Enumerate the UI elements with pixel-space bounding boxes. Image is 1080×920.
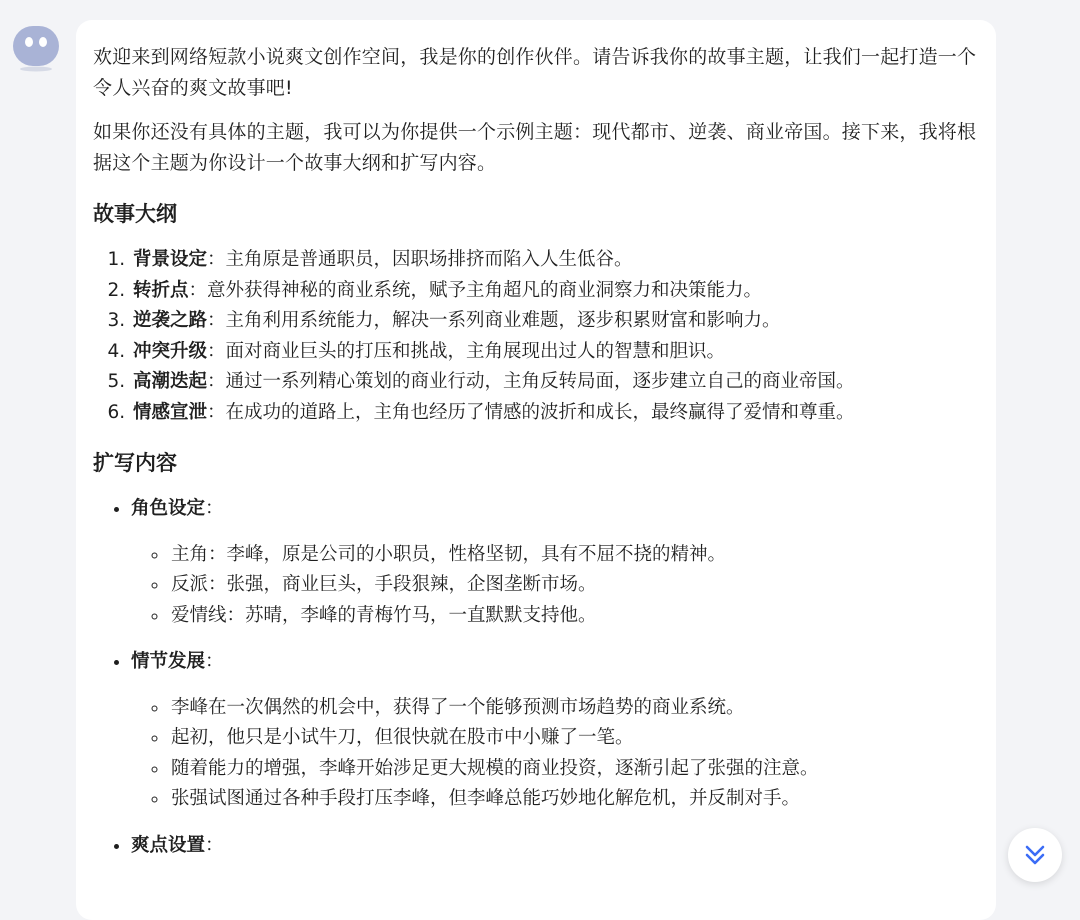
list-item: ◦ 随着能力的增强，李峰开始涉足更大规模的商业投资，逐渐引起了张强的注意。: [169, 754, 978, 785]
section-characters: [131, 494, 978, 631]
assistant-message-bubble: [76, 20, 996, 920]
scroll-to-bottom-button[interactable]: [1008, 828, 1062, 882]
outline-item: [131, 337, 978, 368]
section-items: [131, 693, 978, 815]
outline-item: [131, 276, 978, 307]
outline-item-title: 背景设定: [133, 249, 208, 270]
suggestion-paragraph: 如果你还没有具体的主题，我可以为你提供一个示例主题：现代都市、逆袭、商业帝国。接下来，我将根据这个主题为你设计一个故事大纲和扩写内容。: [93, 121, 977, 174]
outline-item-text: ：主角原是普通职员，因职场排挤而陷入人生低谷。: [207, 249, 633, 270]
section-plot: [131, 647, 978, 815]
outline-item-text: ：通过一系列精心策划的商业行动，主角反转局面，逐步建立自己的商业帝国。: [207, 371, 855, 392]
section-highlights: [131, 831, 978, 862]
section-title: 爽点设置: [131, 834, 206, 856]
section-colon: ：: [205, 498, 224, 519]
outline-item-title: 冲突升级: [133, 340, 208, 362]
list-item: ◦ 爱情线：苏晴，李峰的青梅竹马，一直默默支持他。: [169, 601, 978, 632]
outline-item-title: 转折点: [133, 279, 189, 301]
outline-item: [131, 367, 978, 398]
section-title: 角色设定: [131, 498, 206, 519]
outline-heading: 故事大纲: [93, 202, 177, 226]
outline-item-title: 情感宣泄: [133, 401, 208, 423]
outline-item-title: 高潮迭起: [133, 371, 208, 392]
list-item: ◦ 起初，他只是小试牛刀，但很快就在股市中小赚了一笔。: [169, 723, 978, 754]
bot-avatar-icon: [12, 24, 60, 72]
outline-item-text: ：在成功的道路上，主角也经历了情感的波折和成长，最终赢得了爱情和尊重。: [207, 401, 855, 423]
section-colon: ：: [205, 834, 224, 856]
outline-item-text: ：意外获得神秘的商业系统，赋予主角超凡的商业洞察力和决策能力。: [188, 279, 763, 301]
list-item: ◦ 反派：张强，商业巨头，手段狠辣，企图垄断市场。: [169, 570, 978, 601]
section-title: 情节发展: [131, 651, 206, 672]
double-chevron-down-icon: [1022, 842, 1048, 868]
outline-item-text: ：面对商业巨头的打压和挑战，主角展现出过人的智慧和胆识。: [207, 340, 726, 362]
list-item: ◦ 主角：李峰，原是公司的小职员，性格坚韧，具有不屈不挠的精神。: [169, 540, 978, 571]
expansion-heading: 扩写内容: [93, 451, 177, 475]
outline-item: [131, 245, 978, 276]
outline-item: [131, 398, 978, 429]
expansion-sections: [93, 494, 978, 861]
list-item: ◦ 李峰在一次偶然的机会中，获得了一个能够预测市场趋势的商业系统。: [169, 693, 978, 724]
section-colon: ：: [205, 651, 224, 672]
outline-item-title: 逆袭之路: [133, 310, 208, 331]
outline-item: [131, 306, 978, 337]
intro-paragraph: 欢迎来到网络短款小说爽文创作空间，我是你的创作伙伴。请告诉我你的故事主题，让我们一起打造一个令人兴奋的爽文故事吧!: [93, 46, 977, 99]
outline-list: [93, 245, 978, 428]
section-items: [131, 540, 978, 632]
list-item: ◦ 张强试图通过各种手段打压李峰，但李峰总能巧妙地化解危机，并反制对手。: [169, 784, 978, 815]
outline-item-text: ：主角利用系统能力，解决一系列商业难题，逐步积累财富和影响力。: [207, 310, 781, 331]
